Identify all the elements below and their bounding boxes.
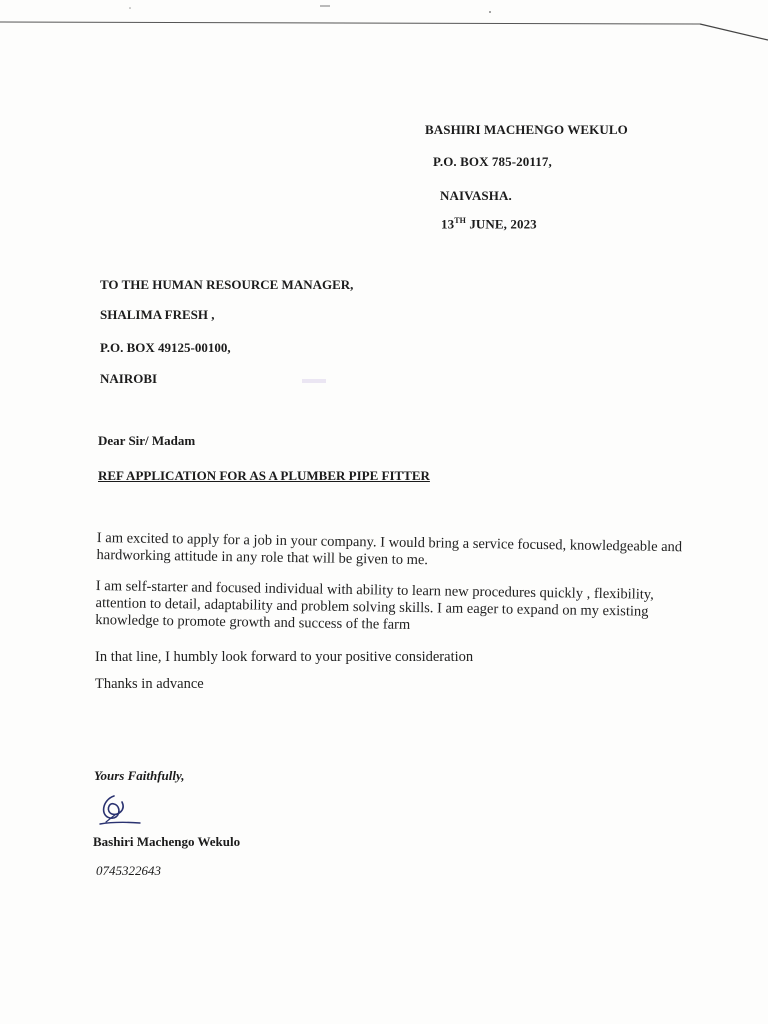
- signer-name: Bashiri Machengo Wekulo: [93, 834, 241, 849]
- body-paragraph-4: Thanks in advance: [95, 676, 204, 692]
- subject-line: REF APPLICATION FOR AS A PLUMBER PIPE FITTER: [98, 468, 430, 483]
- sender-name: BASHIRI MACHENGO WEKULO: [425, 122, 628, 137]
- date-day: 13: [441, 216, 455, 232]
- scan-edge-marks: [0, 0, 768, 50]
- date-month-year: JUNE, 2023: [465, 216, 537, 232]
- sender-town: NAIVASHA.: [440, 188, 512, 203]
- body-paragraph-2: I am self-starter and focused individual with ability to learn new procedures quickly , flexibility, attention to detail, adaptability and problem solving skills. I am eager to expand on my existing knowledge to promote growth and success of the farm: [95, 578, 654, 633]
- recipient-city: NAIROBI: [100, 371, 158, 386]
- recipient-address: P.O. BOX 49125-00100,: [100, 340, 231, 355]
- closing-phrase: Yours Faithfully,: [94, 768, 185, 783]
- recipient-title: TO THE HUMAN RESOURCE MANAGER,: [100, 277, 354, 292]
- scan-smudge: [302, 378, 326, 384]
- body-paragraph-3: In that line, I humbly look forward to your positive consideration: [95, 649, 474, 665]
- signature-image: [92, 792, 148, 832]
- salutation: Dear Sir/ Madam: [98, 433, 196, 448]
- phone-number: 0745322643: [96, 863, 161, 878]
- sender-address: P.O. BOX 785-20117,: [433, 154, 552, 169]
- date-suffix: TH: [454, 216, 466, 225]
- body-paragraph-1: I am excited to apply for a job in your company. I would bring a service focused, knowledgeable and hardworking attitude in any role that will be given to me.: [96, 530, 683, 569]
- letter-date: [441, 216, 537, 232]
- recipient-company: SHALIMA FRESH ,: [100, 307, 215, 322]
